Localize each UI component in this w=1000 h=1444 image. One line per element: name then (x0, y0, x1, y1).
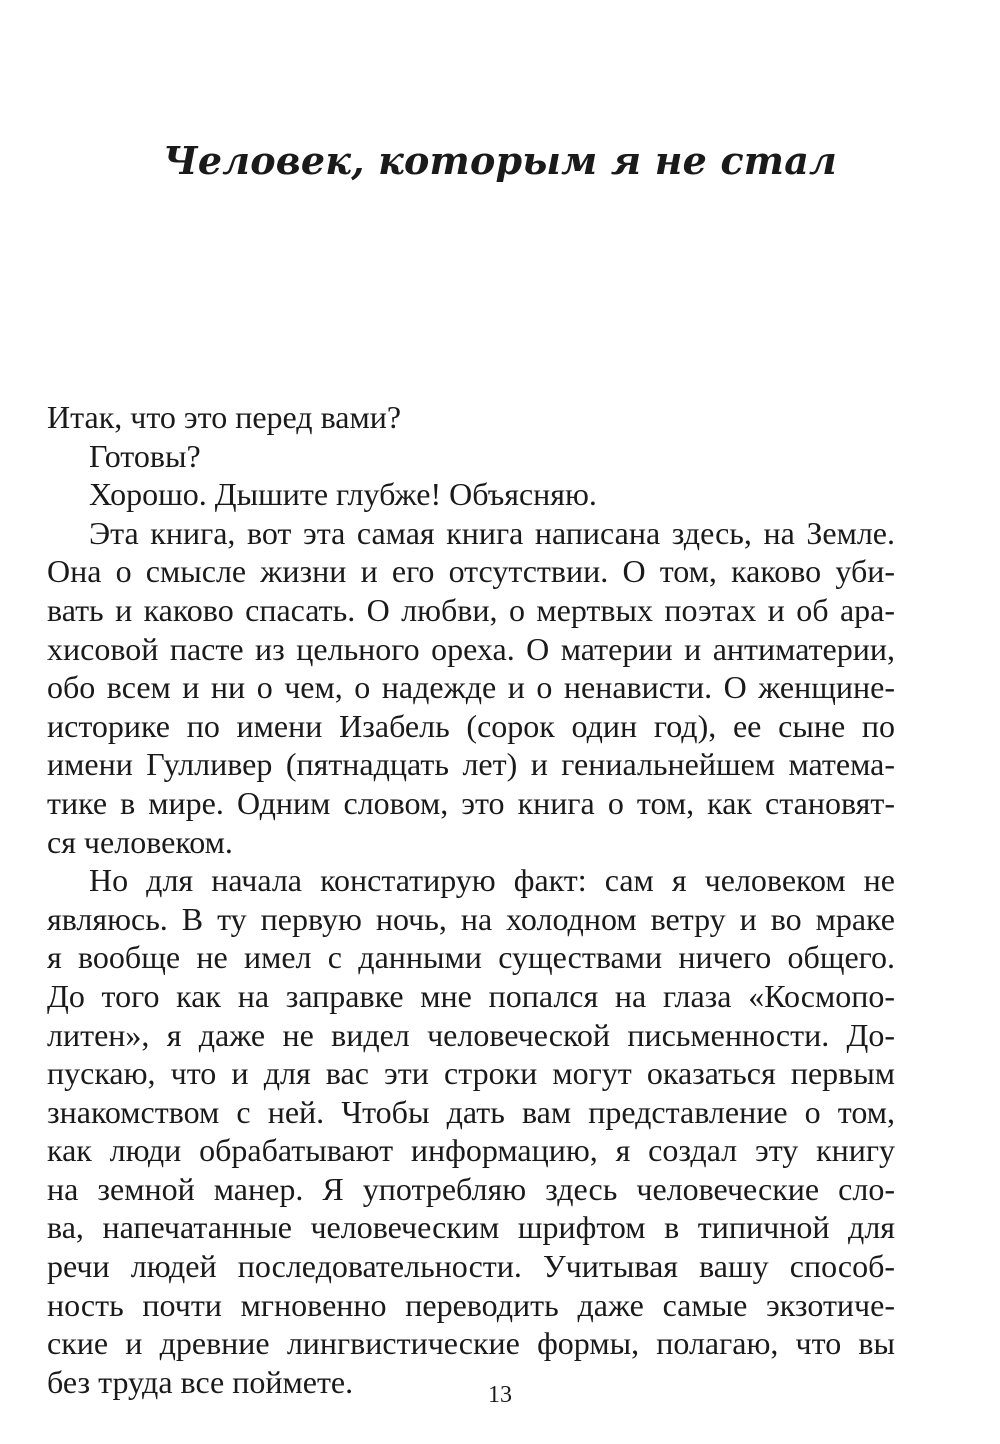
text-line: имени Гулливер (пятнадцать лет) и гениальнейшем матема- (47, 746, 895, 783)
text-line: ность почти мгновенно переводить даже самые экзотиче- (47, 1286, 895, 1323)
text-line: Но для начала констатирую факт: сам я человеком не (89, 862, 895, 899)
text-line: До того как на заправке мне попался на глаза «Космопо- (47, 977, 895, 1014)
text-line: без труда все поймете. (47, 1363, 354, 1400)
text-line: тике в мире. Одним словом, это книга о том, как становят- (47, 784, 895, 821)
text-line: Готовы? (89, 437, 201, 474)
text-line: хисовой пасте из цельного ореха. О материи и антиматерии, (47, 630, 895, 667)
text-line: ские и древние лингвистические формы, полагаю, что вы (47, 1325, 895, 1362)
text-line: речи людей последовательности. Учитывая вашу способ- (47, 1248, 895, 1285)
text-line: знакомством с ней. Чтобы дать вам представление о том, (47, 1093, 895, 1130)
text-line: историке по имени Изабель (сорок один год), ее сыне по (47, 707, 895, 744)
text-line: пускаю, что и для вас эти строки могут оказаться первым (47, 1055, 895, 1092)
page-number: 13 (488, 1382, 512, 1408)
text-line: литен», я даже не видел человеческой письменности. До- (47, 1016, 895, 1053)
text-line: вать и каково спасать. О любви, о мертвых поэтах и об ара- (47, 591, 895, 628)
text-line: Она о смысле жизни и его отсутствии. О том, каково уби- (47, 553, 895, 590)
text-line: на земной манер. Я употребляю здесь человеческие сло- (47, 1170, 895, 1207)
text-line: как люди обрабатывают информацию, я создал эту книгу (47, 1132, 895, 1169)
chapter-title: Человек, которым я не стал (162, 138, 838, 183)
text-line: Хорошо. Дышите глубже! Объясняю. (89, 476, 597, 513)
text-line: Эта книга, вот эта самая книга написана здесь, на Земле. (89, 514, 895, 551)
text-line: я вообще не имел с данными существами ничего общего. (47, 939, 895, 976)
text-line: обо всем и ни о чем, о надежде и о ненависти. О женщине- (47, 669, 895, 706)
body-text (47, 398, 895, 1401)
text-line: являюсь. В ту первую ночь, на холодном ветру и во мраке (47, 900, 895, 937)
text-line: Итак, что это перед вами? (47, 399, 402, 435)
text-line: ся человеком. (47, 823, 233, 860)
text-line: ва, напечатанные человеческим шрифтом в типичной для (47, 1209, 895, 1246)
